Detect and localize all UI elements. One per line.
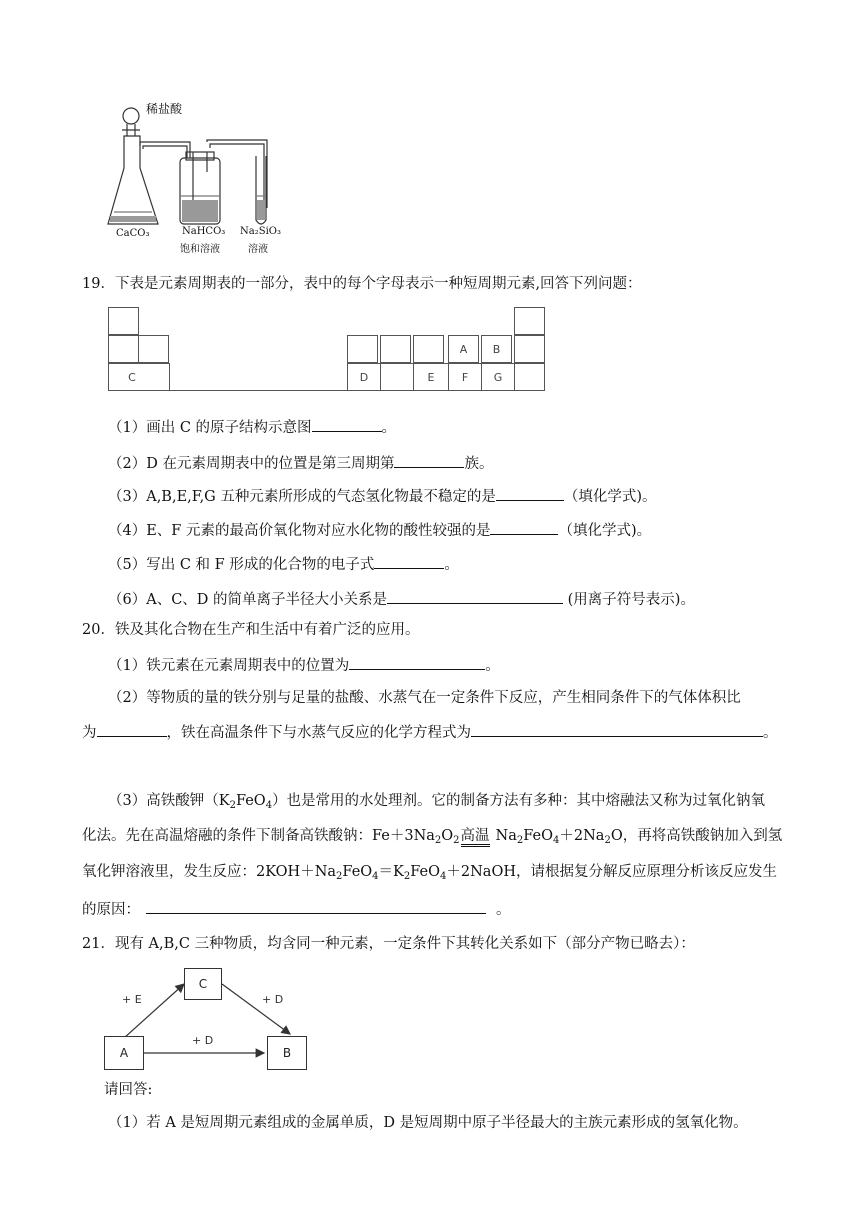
- pt-cell: [108, 335, 139, 363]
- q20-p3-text: FeO: [342, 864, 373, 880]
- q20-p2-text-a: 为: [82, 725, 97, 741]
- pt-cell-a: [448, 335, 479, 363]
- pt-letter-a: A: [459, 342, 468, 356]
- q19-p5-end: 。: [444, 557, 459, 573]
- answer-blank[interactable]: [349, 654, 485, 670]
- q20-p3-text: 化法。先在高温熔融的条件下制备高铁酸钠：Fe＋3Na: [82, 828, 435, 844]
- q20-part-2-line2: [82, 721, 778, 743]
- reaction-condition-text: 高温: [460, 828, 490, 844]
- apparatus-reagent-top: 稀盐酸: [146, 102, 183, 116]
- q20-stem: 20．铁及其化合物在生产和生活中有着广泛的应用。: [82, 622, 420, 638]
- subscript: 2: [434, 835, 442, 846]
- q20-p3-text: O: [441, 828, 454, 844]
- subscript: 4: [553, 835, 560, 846]
- q19-part-3: [108, 485, 657, 507]
- q19-part-1: [108, 416, 396, 438]
- pt-cell: [108, 307, 139, 335]
- pt-row3-span: [169, 363, 348, 391]
- answer-blank[interactable]: [97, 721, 167, 737]
- pt-letter-b: B: [492, 342, 501, 356]
- q20-part-1: [108, 654, 500, 676]
- apparatus-figure: [100, 96, 290, 260]
- pt-cell: [138, 335, 169, 363]
- apparatus-flask-label: CaCO₃: [116, 228, 150, 239]
- pt-cell-g: [481, 363, 515, 391]
- q20-p3-text: O，再将高铁酸钠加入到氢: [610, 828, 783, 844]
- box-c-label: C: [198, 977, 208, 991]
- subscript: 2: [229, 800, 236, 811]
- subscript: 2: [453, 835, 460, 846]
- q19-part-6: [108, 588, 695, 610]
- apparatus-bottle-label-1: NaHCO₃: [182, 226, 226, 237]
- periodic-table: [108, 307, 545, 393]
- q19-p1-end: 。: [381, 420, 397, 436]
- answer-blank[interactable]: [146, 898, 486, 914]
- q20-p1-text: （1）铁元素在元素周期表中的位置为: [108, 658, 350, 674]
- q20-p3-text: FeO: [235, 793, 266, 809]
- q19-p5-text: （5）写出 C 和 F 形成的化合物的电子式: [108, 557, 375, 573]
- q21-answer-prompt: 请回答:: [104, 1082, 153, 1098]
- pt-cell-d: [347, 363, 381, 391]
- q20-p3-text: FeO: [523, 828, 554, 844]
- pt-cell: [514, 363, 545, 391]
- answer-blank[interactable]: [312, 416, 382, 432]
- q20-p3-text: ＋2Na: [559, 828, 605, 844]
- q20-p3-text: ＋2NaOH，请根据复分解反应原理分析该反应发生: [446, 864, 777, 880]
- pt-cell-e: [413, 363, 449, 391]
- pt-cell: [514, 335, 545, 363]
- label-plus-d-right: + D: [262, 993, 284, 1006]
- q20-p2-text-b: ，铁在高温条件下与水蒸气反应的化学方程式为: [166, 725, 471, 741]
- q20-p3-end: 。: [496, 902, 511, 918]
- answer-blank[interactable]: [394, 452, 464, 468]
- subscript: 2: [516, 835, 524, 846]
- apparatus-bottle-label-2: 饱和溶液: [180, 244, 220, 255]
- q20-part-3-line2: [82, 826, 782, 847]
- q21-stem: 21．现有 A,B,C 三种物质，均含同一种元素，一定条件下其转化关系如下（部分产物已略去）：: [82, 936, 695, 952]
- answer-blank[interactable]: [496, 485, 564, 501]
- box-c: [184, 968, 222, 1000]
- q19-p4-end: （填化学式)。: [558, 523, 652, 539]
- apparatus-tube-label-1: Na₂SiO₃: [240, 226, 281, 237]
- box-b-label: B: [282, 1046, 292, 1060]
- q19-p2-end: 族。: [464, 456, 494, 472]
- q19-p2-text: （2）D 在元素周期表中的位置是第三周期第: [108, 456, 395, 472]
- answer-blank[interactable]: [374, 553, 444, 569]
- q20-p3-text: ＝K: [378, 864, 404, 880]
- box-b: [267, 1036, 307, 1070]
- answer-blank[interactable]: [490, 519, 558, 535]
- label-plus-d-bottom: + D: [192, 1034, 214, 1047]
- q19-part-2: [108, 452, 493, 474]
- pt-cell-f: [448, 363, 482, 391]
- q19-p6-end: (用离子符号表示)。: [563, 592, 695, 608]
- apparatus-tube-label-2: 溶液: [248, 244, 268, 255]
- q19-p3-text: （3）A,B,E,F,G 五种元素所形成的气态氢化物最不稳定的是: [108, 489, 496, 505]
- q20-p3-text: ）也是常用的水处理剂。它的制备方法有多种：其中熔融法又称为过氧化钠氧: [272, 793, 766, 809]
- q20-p1-end: 。: [485, 658, 500, 674]
- pt-letter-e: E: [427, 370, 435, 384]
- q20-p3-text: 的原因：: [82, 902, 140, 918]
- subscript: 2: [336, 871, 343, 882]
- pt-cell: [413, 335, 444, 363]
- q20-p2-end: 。: [763, 725, 778, 741]
- pt-letter-c: C: [128, 370, 136, 384]
- pt-cell: [347, 335, 378, 363]
- q19-p4-text: （4）E、F 元素的最高价氧化物对应水化物的酸性较强的是: [108, 523, 491, 539]
- q20-p3-text: FeO: [410, 864, 441, 880]
- pt-cell-b: [481, 335, 512, 363]
- q20-part-3-line3: [82, 862, 777, 882]
- q20-p3-text: （3）高铁酸钾（K: [108, 793, 230, 809]
- q20-part-2-line1: （2）等物质的量的铁分别与足量的盐酸、水蒸气在一定条件下反应，产生相同条件下的气体体积比: [108, 690, 741, 706]
- box-a: [104, 1036, 144, 1070]
- answer-blank[interactable]: [387, 588, 563, 604]
- q19-p3-end: （填化学式)。: [563, 489, 657, 505]
- subscript: 2: [403, 871, 411, 882]
- pt-letter-d: D: [359, 370, 369, 384]
- subscript: 4: [265, 800, 273, 811]
- q20-p3-text: Na: [495, 828, 517, 844]
- q19-part-5: [108, 553, 459, 575]
- pt-cell: [380, 335, 411, 363]
- reaction-condition: [461, 828, 490, 847]
- subscript: 2: [604, 835, 611, 846]
- pt-cell: [380, 363, 414, 391]
- q19-stem: 19．下表是元素周期表的一部分，表中的每个字母表示一种短周期元素,回答下列问题：: [82, 276, 642, 292]
- subscript: 4: [372, 871, 379, 882]
- pt-cell-c: [108, 363, 170, 391]
- pt-cell: [514, 307, 545, 335]
- box-a-label: A: [119, 1046, 129, 1060]
- q20-p3-text: 氧化钾溶液里，发生反应：2KOH＋Na: [82, 864, 337, 880]
- q20-part-3-line4: [82, 898, 511, 920]
- q21-part-1: （1）若 A 是短周期元素组成的金属单质，D 是短周期中原子半径最大的主族元素形成的氢氧化物。: [108, 1115, 748, 1131]
- subscript: 4: [440, 871, 447, 882]
- q19-part-4: [108, 519, 651, 541]
- conversion-diagram: [104, 966, 314, 1076]
- q20-part-3-line1: [108, 791, 765, 811]
- pt-letter-g: G: [493, 370, 503, 384]
- answer-blank[interactable]: [471, 721, 763, 737]
- pt-letter-f: F: [461, 370, 469, 384]
- label-plus-e: + E: [122, 993, 142, 1006]
- q19-p1-text: （1）画出 C 的原子结构示意图: [108, 420, 312, 436]
- q19-p6-text: （6）A、C、D 的简单离子半径大小关系是: [108, 592, 388, 608]
